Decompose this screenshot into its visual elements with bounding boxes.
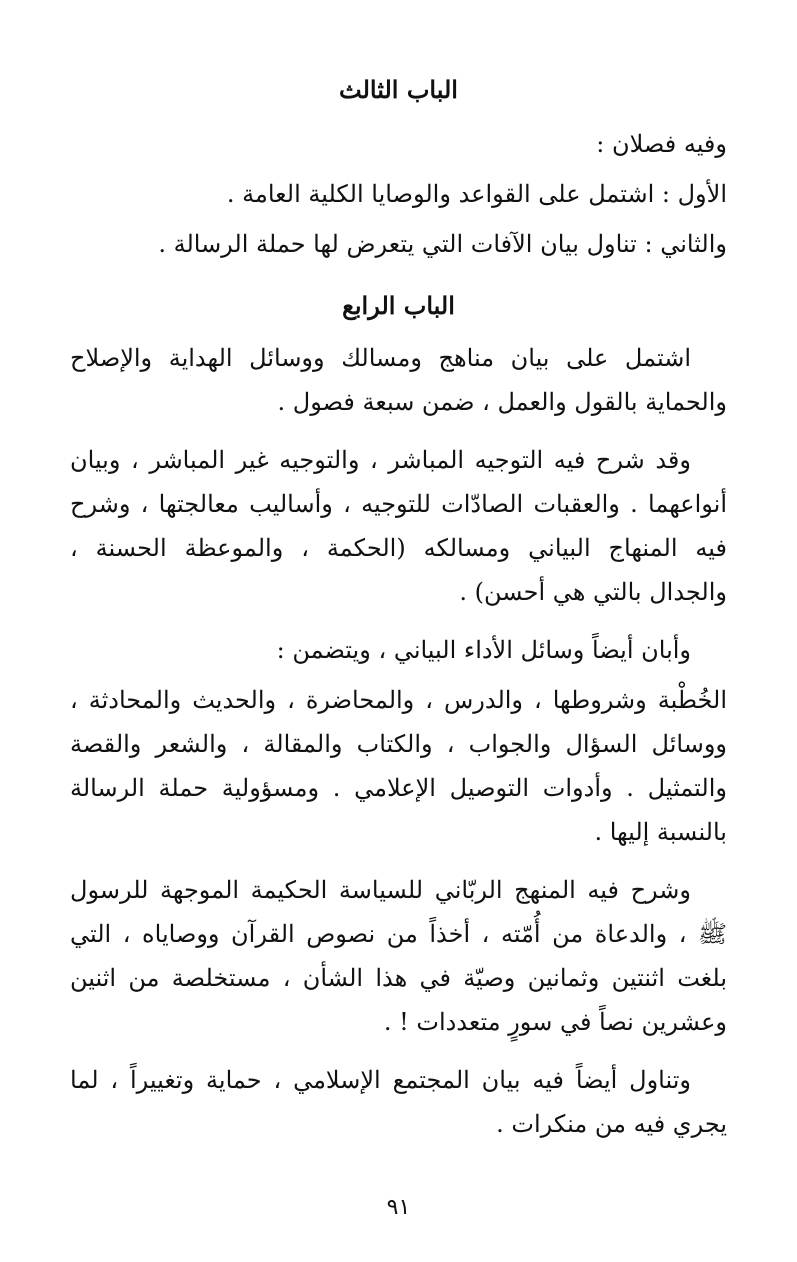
chapter-4-title: الباب الرابع	[342, 291, 455, 320]
chapter-4-paragraph-4: الخُطْبة وشروطها ، والدرس ، والمحاضرة ، والحديث والمحادثة ، ووسائل السؤال والجواب ، والكتاب والمقالة ، والشعر والقصة والتمثيل . وأدوات التوصيل الإعلامي . ومسؤولية حملة الرسالة بالنسبة إليها .	[70, 686, 727, 846]
chapter-4-paragraph-6: وتناول أيضاً فيه بيان المجتمع الإسلامي ، حماية وتغييراً ، لما يجري فيه من منكرات .	[70, 1066, 727, 1138]
chapter-3-intro: وفيه فصلان :	[596, 130, 727, 158]
chapter-4-paragraph-5: وشرح فيه المنهج الربّاني للسياسة الحكيمة الموجهة للرسول ﷺ ، والدعاة من أُمّته ، أخذاً من نصوص القرآن ووصاياه ، التي بلغت اثنتين وثمانين وصيّة في هذا الشأن ، مستخلصة من اثنين وعشرين نصاً في سورٍ متعددات ! .	[70, 876, 727, 1036]
chapter-3-first-section: الأول : اشتمل على القواعد والوصايا الكلية العامة .	[226, 180, 727, 208]
chapter-3-second-section: والثاني : تناول بيان الآفات التي يتعرض لها حملة الرسالة .	[158, 230, 727, 258]
chapter-3-title: الباب الثالث	[339, 75, 458, 104]
chapter-4-paragraph-1: اشتمل على بيان مناهج ومسالك ووسائل الهداية والإصلاح والحماية بالقول والعمل ، ضمن سبعة فصول .	[70, 344, 727, 416]
chapter-4-paragraph-3: وأبان أيضاً وسائل الأداء البياني ، ويتضمن :	[276, 636, 691, 664]
chapter-4-paragraph-2: وقد شرح فيه التوجيه المباشر ، والتوجيه غير المباشر ، وبيان أنواعهما . والعقبات الصادّات للتوجيه ، وأساليب معالجتها ، وشرح فيه المنهاج البياني ومسالكه (الحكمة ، والموعظة الحسنة ، والجدال بالتي هي أحسن) .	[70, 446, 727, 606]
page-number: ٩١	[386, 1195, 411, 1220]
